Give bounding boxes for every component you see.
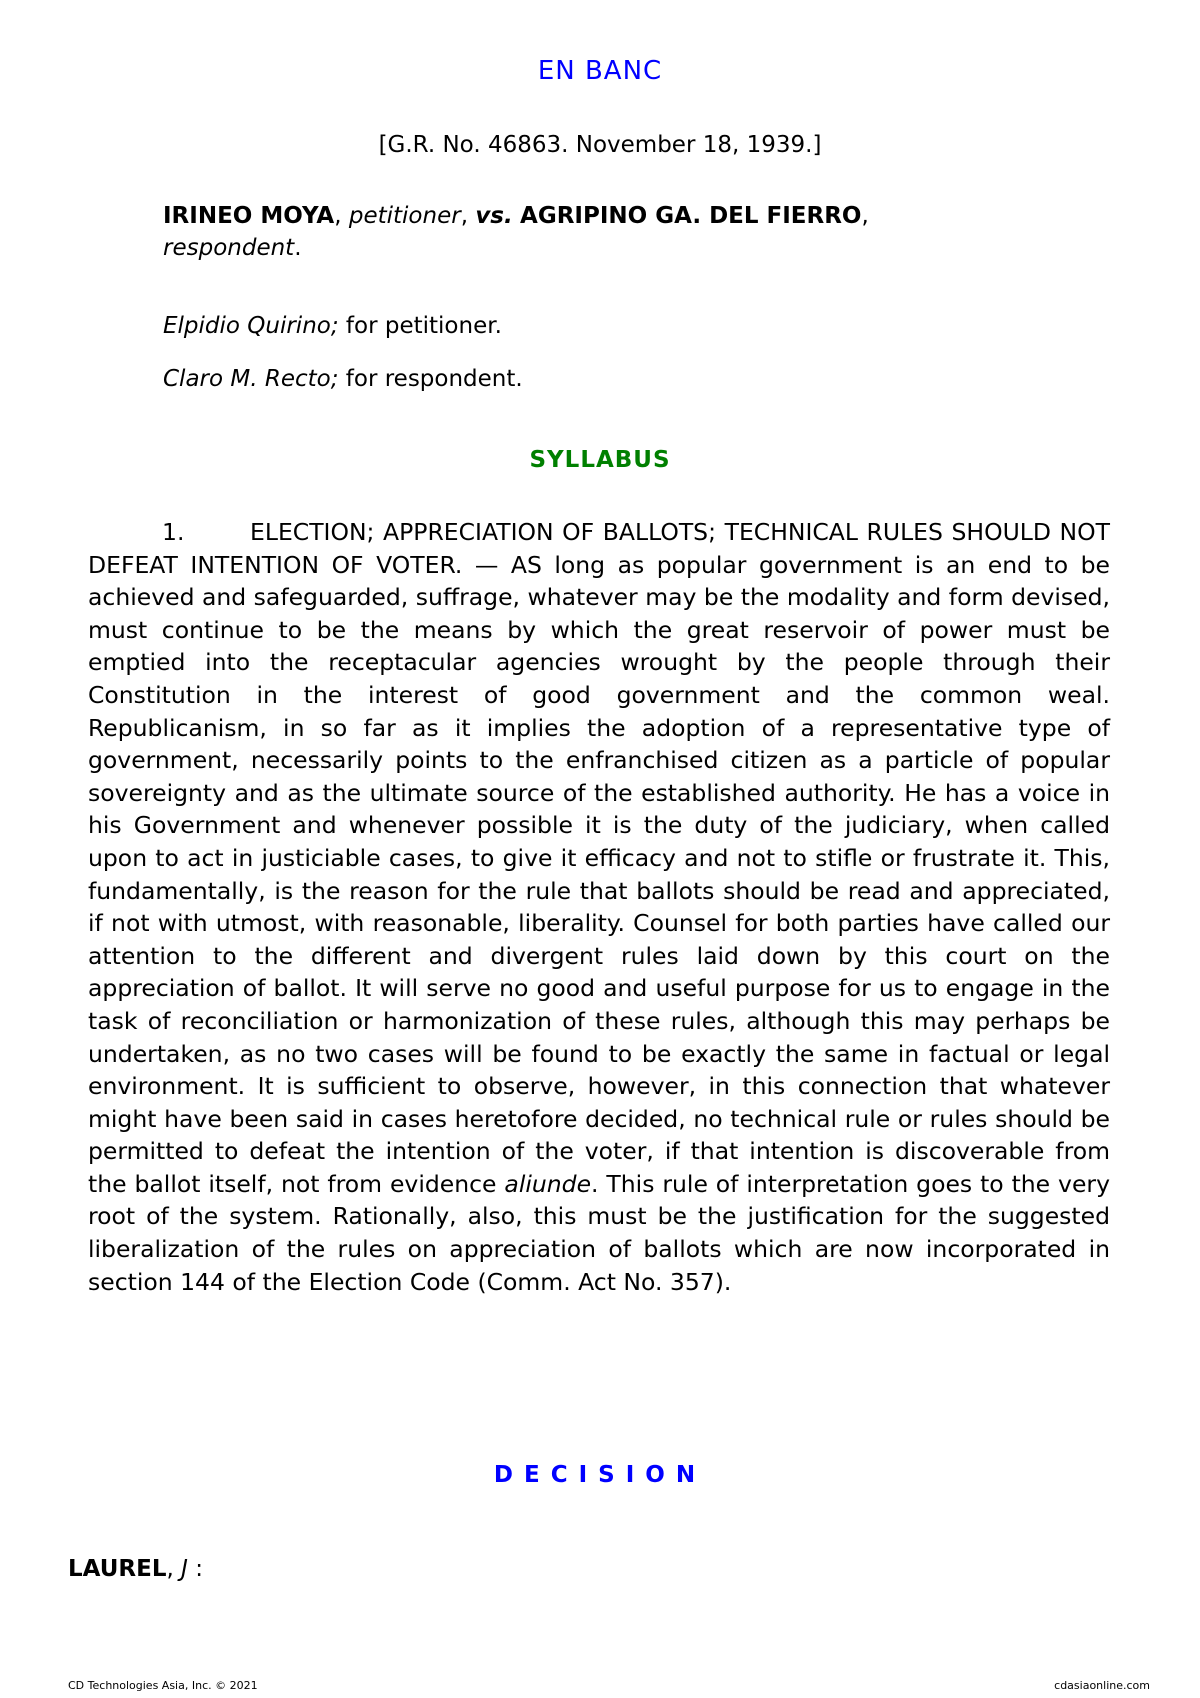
separator: , (460, 203, 476, 229)
judge-title: J (181, 1556, 188, 1582)
syllabus-item-number: 1. (162, 518, 185, 546)
counsel-role: for petitioner. (338, 313, 502, 339)
colon: : (187, 1556, 203, 1582)
footer-copyright: CD Technologies Asia, Inc. © 2021 (68, 1679, 258, 1692)
judge-name: LAUREL (68, 1556, 167, 1582)
respondent-name: AGRIPINO GA. DEL FIERRO (520, 203, 862, 229)
counsel-name: Elpidio Quirino; (163, 313, 339, 339)
ponente-line (68, 1556, 203, 1582)
syllabus-italic-term: aliunde (504, 1169, 592, 1198)
petitioner-name: IRINEO MOYA (163, 203, 335, 229)
syllabus-paragraph (88, 516, 1110, 1298)
syllabus-heading: SYLLABUS (529, 447, 671, 473)
footer-website: cdasiaonline.com (1054, 1679, 1150, 1692)
case-title (163, 200, 1033, 264)
syllabus-text: ELECTION; APPRECIATION OF BALLOTS; TECHNICAL RULES SHOULD NOT DEFEAT INTENTION OF VOTER. — AS long as popular government is an end to be achieved and safeguarded, suffrage, whatever may be the modality and form devised, must continue to be the means by which the great reservoir of power must be emptied into the receptacular agencies wrought by the people through their Constitution in the interest of good government and the common weal. Republicanism, in so far as it implies the adoption of a representative type of government, necessarily points to the enfranchised citizen as a particle of popular sovereignty and as the ultimate source of the established authority. He has a voice in his Government and whenever possible it is the duty of the judiciary, when called upon to act in justiciable cases, to give it efficacy and not to stifle or frustrate it. This, fundamentally, is the reason for the rule that ballots should be read and appreciated, if not with utmost, with reasonable, liberality. Counsel for both parties have called our attention to the different and divergent rules laid down by this court on the appreciation of ballot. It will serve no good and useful purpose for us to engage in the task of reconciliation or harmonization of these rules, although this may perhaps be undertaken, as no two cases will be found to be exactly the same in factual or legal environment. It is sufficient to observe, however, in this connection that whatever might have been said in cases heretofore decided, no technical rule or rules should be permitted to defeat the intention of the voter, if that intention is discoverable from the ballot itself, not from evidence (88, 518, 1110, 1198)
period: . (294, 235, 302, 261)
counsel-petitioner (163, 313, 502, 339)
petitioner-role: petitioner (348, 203, 461, 229)
decision-heading: DECISION (493, 1462, 707, 1488)
versus-label: vs. (475, 203, 513, 229)
counsel-name: Claro M. Recto; (163, 366, 339, 392)
respondent-role: respondent (163, 235, 295, 261)
case-reference: [G.R. No. 46863. November 18, 1939.] (378, 132, 822, 158)
separator: , (861, 203, 869, 229)
counsel-respondent (163, 366, 523, 392)
syllabus-text-end: . This rule of interpretation goes to the very root of the system. Rationally, also, this must be the justification for the suggested liberalization of the rules on appreciation of ballots which are now incorporated in section 144 of the Election Code (Comm. Act No. 357). (88, 1169, 1110, 1296)
separator: , (166, 1556, 182, 1582)
separator: , (334, 203, 349, 229)
court-division-heading: EN BANC (537, 56, 663, 86)
counsel-role: for respondent. (338, 366, 523, 392)
